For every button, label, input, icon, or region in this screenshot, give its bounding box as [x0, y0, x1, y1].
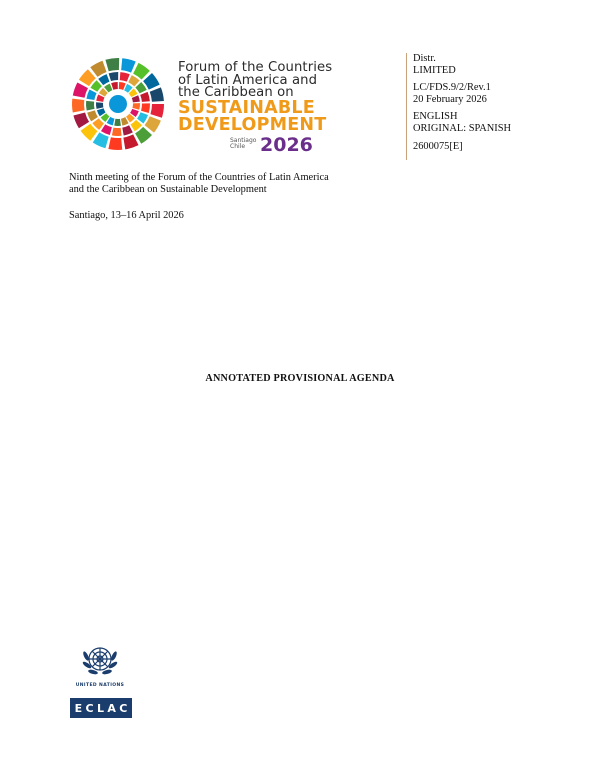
wheel-segment: [72, 99, 85, 113]
meeting-line-1: Ninth meeting of the Forum of the Countries of Latin America: [69, 172, 329, 183]
wheel-segment: [133, 63, 150, 80]
wheel-segment: [114, 119, 121, 126]
wheel-segment: [131, 120, 143, 131]
wheel-segment: [111, 82, 118, 90]
wheel-segment: [122, 125, 133, 135]
wheel-segment: [150, 104, 164, 118]
logo-bottom: [178, 134, 318, 156]
document-date: 20 February 2026: [413, 93, 487, 105]
wheel-segment: [140, 92, 150, 102]
wheel-segment: [87, 110, 98, 121]
eclac-letter: C: [85, 701, 94, 715]
wheel-segment: [112, 128, 122, 136]
wheel-center: [109, 95, 127, 113]
original-language: ORIGINAL: SPANISH: [413, 122, 512, 134]
united-nations-label: UNITED NATIONS: [75, 683, 125, 688]
un-emblem-icon: [80, 640, 120, 680]
logo-city-2: Chile: [230, 143, 246, 151]
meeting-line-2: and the Caribbean on Sustainable Development: [69, 183, 267, 195]
eclac-logo: [70, 698, 132, 718]
logo-sustainable: SUSTAINABLE: [178, 97, 315, 118]
wheel-segment: [123, 134, 138, 149]
wheel-segment: [109, 72, 119, 81]
logo-city-1: Santiago: [230, 136, 257, 144]
wheel-segment: [108, 137, 122, 150]
wheel-segment: [105, 58, 119, 71]
wheel-segment: [132, 95, 140, 102]
logo-line-1: Forum of the Countries: [178, 60, 333, 75]
wheel-segment: [86, 90, 96, 100]
distribution-label: Distr.: [413, 53, 436, 64]
logo-line-2: of Latin America and: [178, 72, 318, 88]
wheel-segment: [120, 72, 130, 82]
wheel-segment: [73, 112, 89, 128]
wheel-segment: [135, 127, 152, 144]
wheel-segment: [79, 69, 96, 86]
logo-development: DEVELOPMENT: [178, 114, 327, 135]
document-header-block: [406, 53, 511, 160]
forum-logo-text: [178, 62, 332, 156]
logo-year: 2026: [260, 133, 313, 156]
meeting-name: [69, 172, 369, 196]
wheel-segment: [101, 124, 112, 135]
forum-sdg-wheel-logo: [70, 56, 166, 152]
document-title: ANNOTATED PROVISIONAL AGENDA: [205, 373, 395, 384]
document-symbol: LC/FDS.9/2/Rev.1: [413, 82, 491, 94]
eclac-letter: L: [96, 701, 104, 715]
wheel-segment: [135, 82, 146, 93]
wheel-segment: [81, 124, 98, 141]
wheel-segment: [119, 82, 126, 90]
wheel-segment: [132, 103, 140, 110]
wheel-segment: [145, 116, 161, 132]
eclac-letter: E: [74, 701, 83, 715]
wheel-segment: [96, 102, 103, 109]
wheel-segment: [121, 58, 136, 72]
wheel-segment: [150, 87, 164, 101]
logo-line-3: the Caribbean on: [178, 85, 294, 101]
distribution-level: LIMITED: [413, 64, 456, 76]
wheel-segment: [90, 80, 101, 92]
wheel-segment: [86, 101, 94, 111]
eclac-letter: A: [107, 701, 116, 715]
meeting-place-date: Santiago, 13–16 April 2026: [69, 210, 184, 221]
wheel-segment: [143, 73, 160, 90]
wheel-segment: [137, 112, 148, 123]
wheel-segment: [93, 132, 109, 148]
document-code: 2600075[E]: [413, 140, 463, 152]
wheel-segment: [98, 74, 109, 85]
wheel-segment: [141, 103, 150, 113]
wheel-segment: [73, 82, 88, 97]
logo-city: [230, 138, 256, 151]
wheel-segment: [128, 75, 139, 86]
wheel-segment: [90, 61, 106, 77]
document-language: ENGLISH: [413, 111, 458, 123]
eclac-letter: C: [119, 701, 128, 715]
